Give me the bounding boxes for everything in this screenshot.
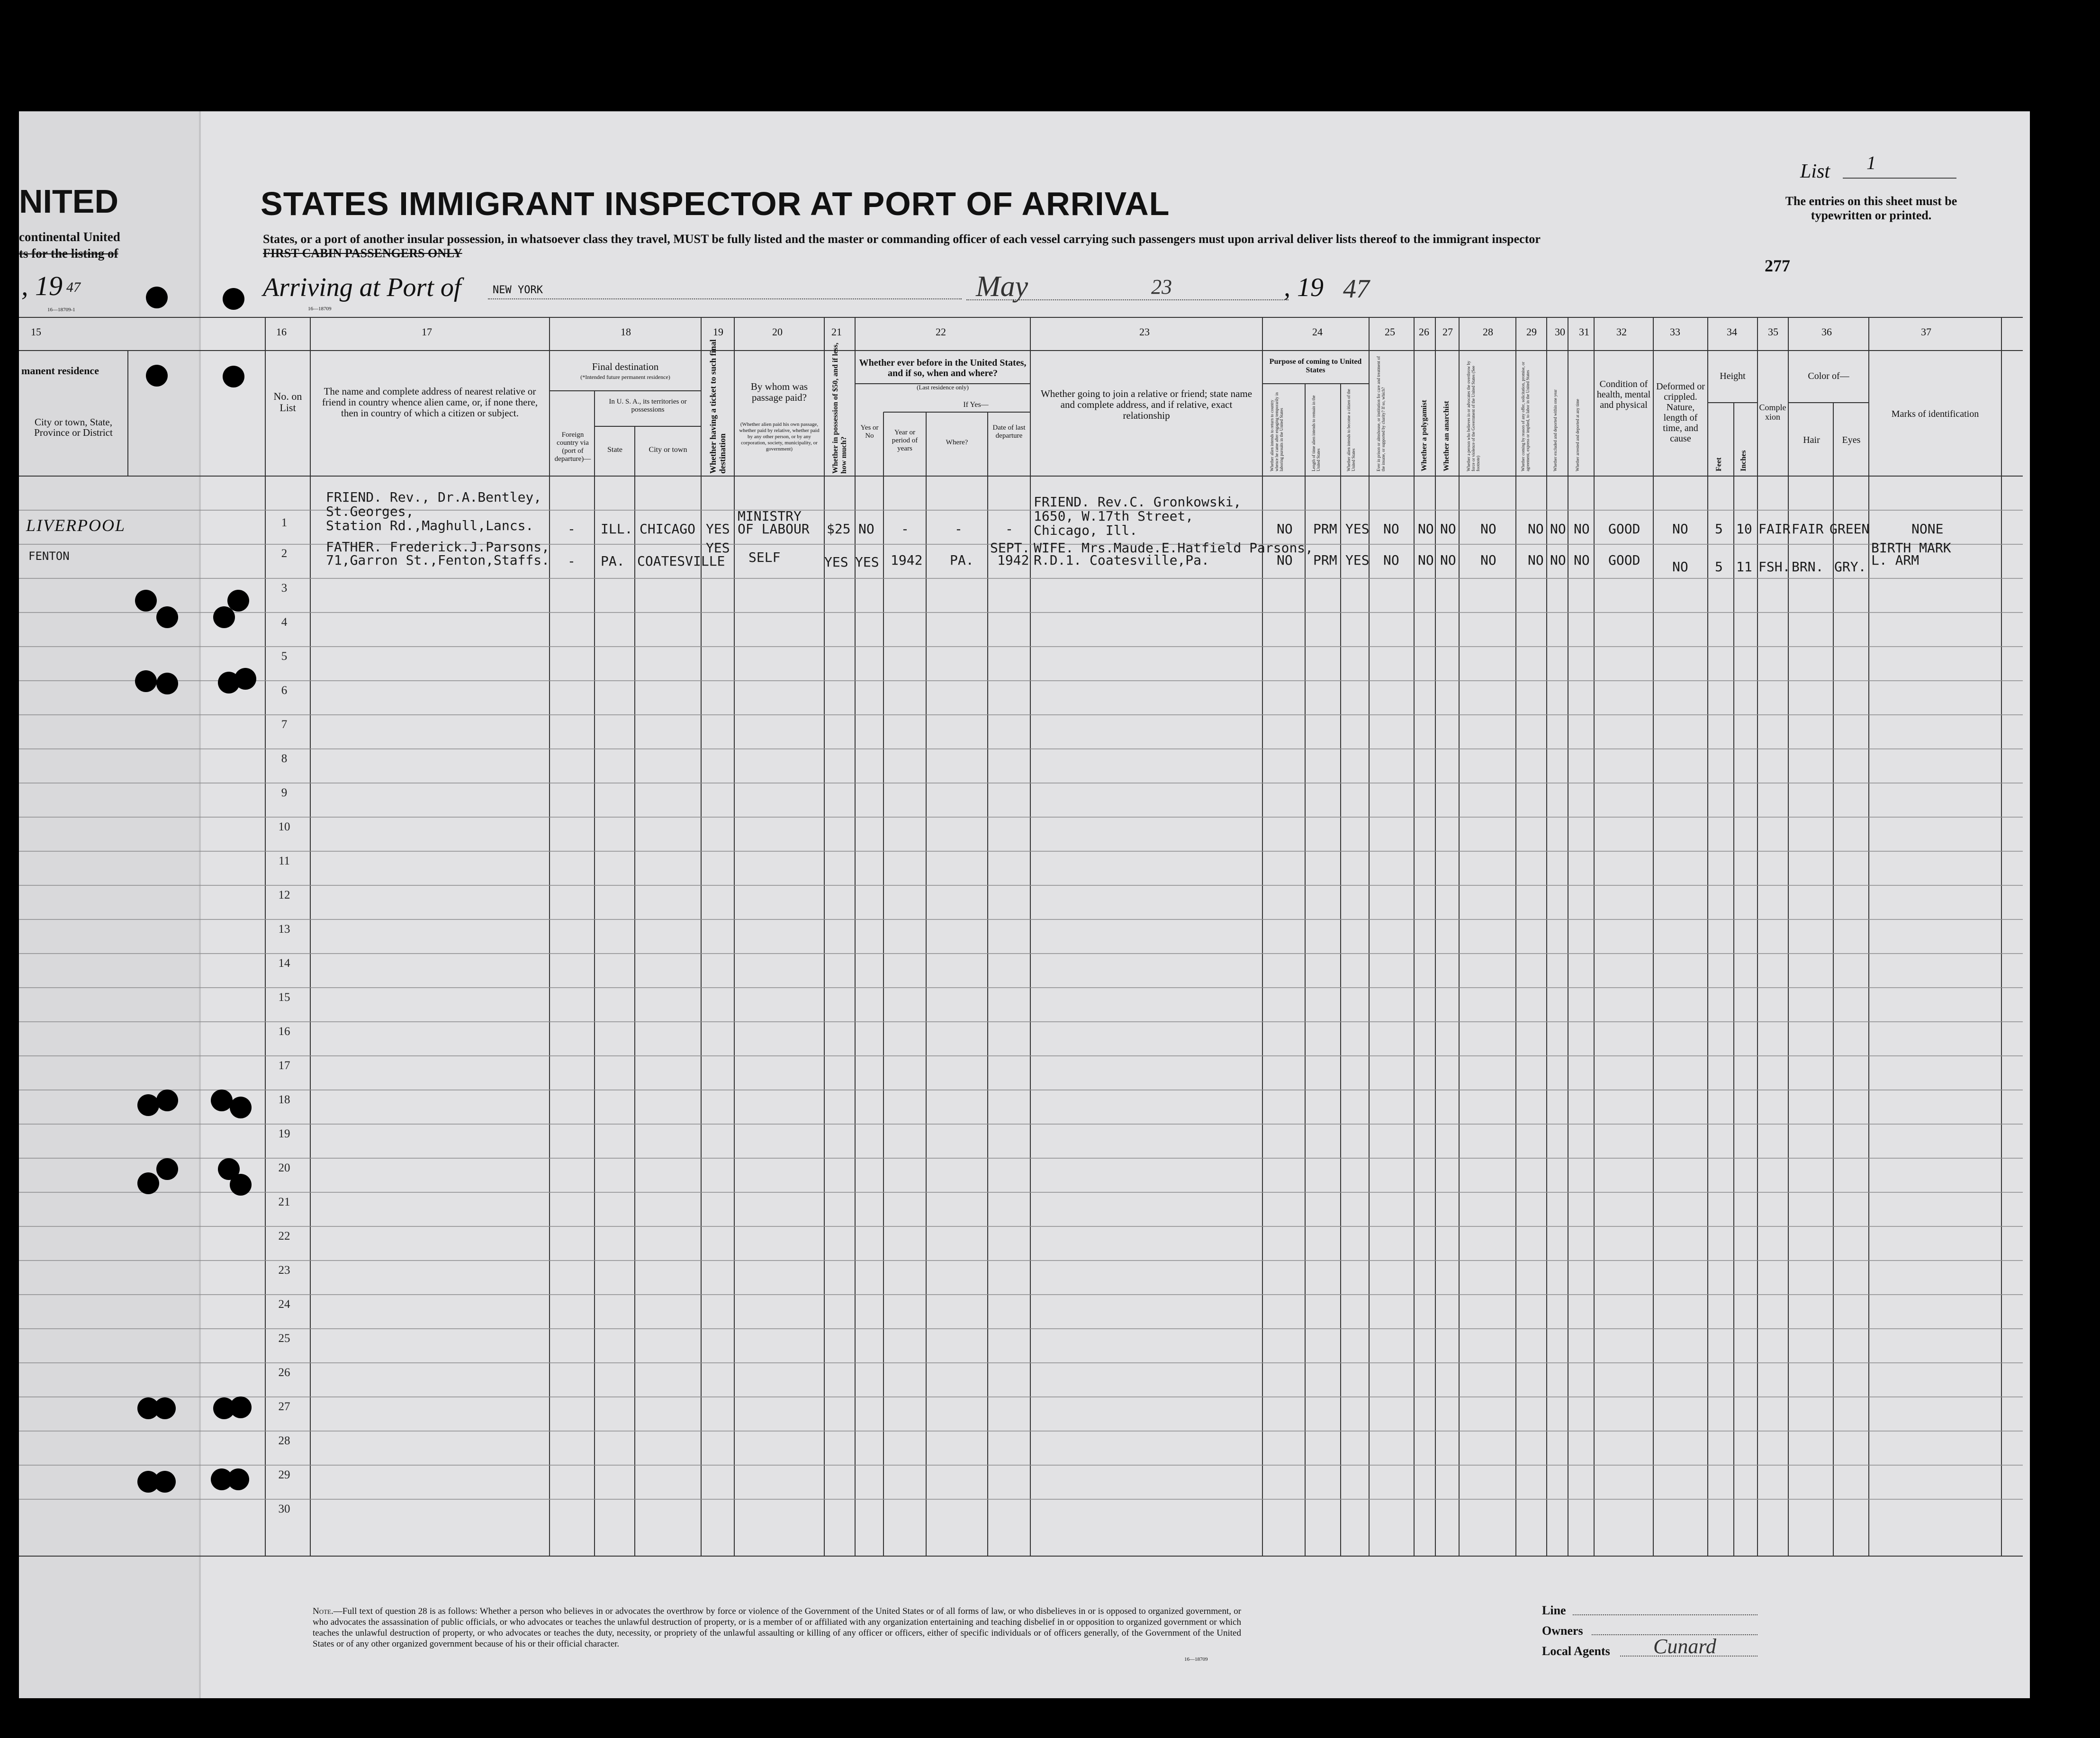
deformed: NO [1672, 559, 1688, 575]
last-departure: 1942 [997, 552, 1029, 568]
col34-header: Height [1720, 371, 1746, 381]
punch-hole [234, 668, 256, 690]
punch-hole [156, 673, 178, 694]
residence: FENTON [28, 549, 70, 563]
row-number: 16 [278, 1025, 290, 1038]
row-number: 22 [278, 1230, 290, 1243]
punch-hole [156, 1090, 178, 1111]
col18-header-top: Final destination [592, 361, 659, 372]
row-number: 30 [278, 1503, 290, 1515]
col-num-17: 17 [422, 326, 432, 338]
row-number: 19 [278, 1127, 290, 1140]
destination-state: PA. [601, 553, 625, 569]
labor-offer: NO [1528, 521, 1544, 537]
col21-header: Whether in possession of $50, and if less, how much? [831, 342, 848, 474]
col-num-37: 37 [1921, 326, 1931, 338]
col-num-33: 33 [1670, 326, 1680, 338]
first-cabin-struck: FIRST CABIN PASSENGERS ONLY [263, 246, 462, 260]
complexion: FSH. [1758, 559, 1791, 575]
before-year: - [901, 521, 909, 537]
col23-header: Whether going to join a relative or friend; state name and complete address, and if relative, exact relationship [1040, 388, 1253, 421]
col27-header: Whether an anarchist [1442, 401, 1451, 471]
col15-header-top: manent residence [21, 365, 99, 377]
col31-header: Whether arrested and deported at any time [1575, 399, 1580, 471]
col16-header: No. on List [273, 390, 302, 414]
row-number: 18 [278, 1093, 290, 1106]
col22-departure: Date of last departure [992, 424, 1026, 440]
deported: NO [1574, 521, 1590, 537]
col-num-19: 19 [713, 326, 723, 338]
row-number: 17 [278, 1059, 290, 1072]
col-num-30: 30 [1555, 326, 1565, 338]
anarchist: NO [1440, 552, 1456, 568]
excluded: NO [1550, 552, 1566, 568]
identification-marks: NONE [1911, 521, 1944, 537]
complexion: FAIR [1758, 521, 1791, 537]
col32-header: Condition of health, mental and physical [1596, 379, 1651, 410]
overthrow: NO [1480, 521, 1496, 537]
left-title-fragment: NITED [19, 183, 118, 220]
row-number: 4 [281, 616, 288, 629]
polygamist: NO [1418, 552, 1434, 568]
col-num-36: 36 [1821, 326, 1832, 338]
row-number: 24 [278, 1298, 290, 1311]
col22-header-sub: (Last residence only) [917, 384, 969, 391]
prison: NO [1383, 552, 1399, 568]
intends-citizen: YES [1345, 521, 1370, 537]
hair-color: FAIR [1792, 521, 1824, 537]
left-line-2: ts for the listing of [19, 246, 118, 261]
col36-hair: Hair [1803, 435, 1820, 445]
col-num-27: 27 [1442, 326, 1453, 338]
paid-by: MINISTRY [738, 508, 802, 524]
col-num-24: 24 [1312, 326, 1323, 338]
local-agents-handwritten: Cunard [1653, 1635, 1716, 1658]
agents-underline [1620, 1656, 1758, 1657]
height-inches: 11 [1736, 559, 1752, 575]
row-number: 28 [278, 1434, 290, 1447]
col-num-16: 16 [276, 326, 287, 338]
col-num-18: 18 [621, 326, 631, 338]
relative-line: FATHER. Frederick.J.Parsons, [326, 539, 550, 555]
row-number: 5 [281, 650, 288, 663]
left-form-number: 16—18709-1 [47, 307, 75, 313]
row-number: 10 [278, 820, 290, 833]
col-num-34: 34 [1727, 326, 1737, 338]
before-us: NO [858, 521, 874, 537]
row-number: 21 [278, 1196, 290, 1208]
residence-handwritten: LIVERPOOL [26, 516, 126, 535]
col-num-28: 28 [1483, 326, 1493, 338]
typewritten-note: The entries on this sheet must be typewritten or printed. [1785, 194, 1957, 222]
punch-hole [137, 1094, 159, 1116]
stay-length: PRM [1313, 521, 1337, 537]
hair-color: BRN. [1792, 559, 1824, 575]
paid-by: OF LABOUR [738, 521, 810, 537]
row-number: 27 [278, 1400, 290, 1413]
instructions-text: States, or a port of another insular possession, in whatsoever class they travel, MUST be fully listed and the master or commanding officer of each vessel carrying such passengers must upon arrival deliver lists thereof to the immigrant inspector [263, 232, 1541, 246]
col24-header: Purpose of coming to United States [1269, 358, 1362, 374]
col-num-35: 35 [1768, 326, 1778, 338]
col-num-23: 23 [1139, 326, 1150, 338]
punch-hole [135, 670, 157, 692]
col35-header: Complexion [1759, 403, 1786, 422]
owners-label: Owners [1542, 1624, 1583, 1638]
health: GOOD [1608, 552, 1640, 568]
col22-yesno: Yes or No [860, 424, 879, 440]
row-number: 14 [278, 957, 290, 970]
col17-header: The name and complete address of nearest relative or friend in country whence alien came, or, if none there, then in country of which a citizen or subject. [322, 386, 538, 419]
col20-header: By whom was passage paid? [750, 381, 808, 403]
col19-header: Whether having a ticket to such final destination [708, 339, 727, 474]
col34-feet: Feet [1715, 457, 1723, 471]
punch-hole [227, 1468, 249, 1490]
foreign-port: - [568, 521, 576, 537]
col33-header: Deformed or crippled. Nature, length of time, and cause [1656, 381, 1705, 444]
deformed: NO [1672, 521, 1688, 537]
col37-header: Marks of identification [1891, 409, 1979, 419]
identification-marks: L. ARM [1871, 552, 1920, 568]
destination-city: CHICAGO [640, 521, 696, 537]
col-num-22: 22 [936, 326, 946, 338]
row-number: 25 [278, 1332, 290, 1345]
col18-state: State [607, 446, 622, 454]
row-number: 15 [278, 991, 290, 1004]
overthrow: NO [1480, 552, 1496, 568]
arrival-month-handwritten: May [976, 270, 1028, 303]
left-year-handwritten: 47 [66, 279, 81, 295]
purpose-return: NO [1277, 552, 1293, 568]
col20-header-sub: (Whether alien paid his own passage, whether paid by relative, whether paid by any other person, or by any corporation, society, municipality, or government) [739, 422, 820, 452]
col18-city: City or town [649, 446, 687, 454]
col18-header-sub: (*Intended future permanent residence) [580, 374, 670, 380]
row-number: 29 [278, 1468, 290, 1481]
row-number: 2 [281, 547, 288, 560]
join-line: FRIEND. Rev.C. Gronkowski, [1034, 494, 1242, 510]
height-feet: 5 [1715, 559, 1723, 575]
join-line: R.D.1. Coatesville,Pa. [1034, 552, 1209, 568]
punch-hole [230, 1097, 252, 1118]
destination-city: COATESVILLE [637, 553, 725, 569]
relative-line: St.Georges, [326, 504, 414, 519]
height-feet: 5 [1715, 521, 1723, 537]
line-underline [1573, 1614, 1758, 1615]
col36-header: Color of— [1808, 371, 1849, 381]
identification-marks: BIRTH MARK [1871, 540, 1951, 556]
punch-hole [156, 1158, 178, 1180]
punch-hole [230, 1174, 252, 1196]
row-number: 7 [281, 718, 288, 731]
row-number: 12 [278, 889, 290, 901]
ticket-value: YES [706, 540, 730, 556]
destination-state: ILL. [601, 521, 633, 537]
join-line: 1650, W.17th Street, [1034, 508, 1194, 524]
last-departure: SEPT. [990, 540, 1030, 556]
col26-header: Whether a polygamist [1420, 400, 1428, 471]
before-where: PA. [950, 552, 974, 568]
punch-hole [137, 1172, 159, 1194]
footnote [313, 1606, 1241, 1649]
footer-form-number: 16—18709 [1184, 1657, 1208, 1662]
punch-hole [223, 366, 244, 387]
col-num-29: 29 [1526, 326, 1537, 338]
before-where: - [955, 521, 963, 537]
col22-ifyes: If Yes— [963, 401, 989, 409]
row-number: 8 [281, 752, 288, 765]
intends-citizen: YES [1345, 552, 1370, 568]
labor-offer: NO [1528, 552, 1544, 568]
col30-header: Whether excluded and deported within one year [1553, 389, 1558, 471]
col28-header: Whether a person who believes in or advocates the overthrow by force or violence of the Government of the United States (See footnote) [1466, 360, 1480, 471]
port-value: NEW YORK [493, 284, 543, 296]
punch-hole [154, 1397, 176, 1419]
punch-hole [230, 1396, 252, 1418]
foreign-port: - [568, 553, 576, 569]
col34-inches: Inches [1739, 450, 1748, 471]
punch-hole [146, 365, 168, 387]
left-year-label: , 19 [21, 270, 63, 301]
stay-length: PRM [1313, 552, 1337, 568]
row-number: 9 [281, 786, 288, 799]
purpose-return: NO [1277, 521, 1293, 537]
footnote-label: Note. [313, 1606, 333, 1616]
col-num-15: 15 [31, 326, 41, 338]
polygamist: NO [1418, 521, 1434, 537]
row-number: 26 [278, 1366, 290, 1379]
before-us: YES [855, 554, 879, 570]
col15-header: City or town, State, Province or District [34, 416, 113, 438]
col-num-21: 21 [831, 326, 842, 338]
arrival-year-label: , 19 [1284, 273, 1324, 302]
excluded: NO [1550, 521, 1566, 537]
col-num-31: 31 [1579, 326, 1589, 338]
join-line: Chicago, Ill. [1034, 522, 1138, 538]
money-value: $25 [827, 521, 851, 537]
row-number: 13 [278, 923, 290, 936]
col22-header: Whether ever before in the United States, and if so, when and where? [859, 358, 1027, 378]
row-number: 23 [278, 1264, 290, 1277]
list-number: 1 [1866, 152, 1876, 173]
line-label: Line [1542, 1603, 1566, 1617]
eye-color: GREEN [1830, 521, 1870, 537]
ticket-value: YES [706, 521, 730, 537]
relative-line: Station Rd.,Maghull,Lancs. [326, 518, 534, 533]
col-num-32: 32 [1616, 326, 1627, 338]
prison: NO [1383, 521, 1399, 537]
punch-hole [156, 606, 178, 628]
col18-usa: In U. S. A., its territories or possessions [609, 398, 687, 414]
col29-header: Whether coming by reason of any offer, solicitation, promise, or agreement, express or implied, to labor in the United States [1521, 361, 1530, 471]
arriving-label: Arriving at Port of [263, 273, 461, 302]
row-number: 3 [281, 582, 288, 594]
health: GOOD [1608, 521, 1640, 537]
arrival-day-handwritten: 23 [1151, 275, 1172, 298]
punch-hole [213, 606, 235, 628]
paid-by: SELF [748, 549, 781, 565]
deported: NO [1574, 552, 1590, 568]
join-line: WIFE. Mrs.Maude.E.Hatfield Parsons, [1034, 540, 1314, 556]
punch-hole [135, 590, 157, 612]
col-num-20: 20 [772, 326, 783, 338]
row-number: 11 [278, 855, 290, 867]
last-departure: - [1005, 521, 1013, 537]
col24-citizen: Whether alien intends to become a citizen of the United States [1346, 389, 1356, 471]
col25-header: Ever in prison or almshouse, or institution for care and treatment of the insane, or supported by charity? If so, which? [1376, 356, 1386, 471]
row-number: 1 [281, 516, 288, 529]
col24-length: Length of time alien intends to remain in the United States [1311, 395, 1321, 471]
footnote-text: —Full text of question 28 is as follows: Whether a person who believes in or advocates the overthrow by force or violence of the Government of the United States or of all forms of law, or who disbelieves in or is opposed to organized government, or who advocates the assassination of public officials, or who advocates or teaches the unlawful destruction of property, or is a member of or affiliated with any organization entertaining and teaching disbelief in or opposition to organized government or which teaches the unlawful destruction of property, or who advocates or teaches the duty, necessity, or propriety of the unlawful assaulting or killing of any officer or officers, either of specific individuals or of officers generally, of the Government of the United States or of any other organized government because of his or their official character. [313, 1606, 1241, 1649]
anarchist: NO [1440, 521, 1456, 537]
height-inches: 10 [1736, 521, 1752, 537]
row-number: 6 [281, 684, 288, 697]
eye-color: GRY. [1834, 559, 1866, 575]
punch-hole [154, 1471, 176, 1493]
before-year: 1942 [891, 552, 923, 568]
col36-eyes: Eyes [1842, 435, 1861, 445]
left-line-1: continental United [19, 230, 120, 244]
relative-line: 71,Garron St.,Fenton,Staffs. [326, 552, 550, 568]
form-number-mid: 16—18709 [308, 306, 332, 312]
local-agents-label: Local Agents [1542, 1644, 1610, 1658]
col22-where: Where? [946, 439, 968, 446]
arrival-year-handwritten: 47 [1343, 274, 1370, 304]
money-value: YES [824, 554, 848, 570]
col-num-25: 25 [1385, 326, 1395, 338]
col-num-26: 26 [1419, 326, 1429, 338]
page-number: 277 [1765, 256, 1790, 275]
punch-hole [223, 288, 244, 310]
punch-hole [146, 287, 168, 308]
col24-return: Whether alien intends to return to country whence he came after engaging temporarily in laboring pursuits in the United States [1270, 392, 1284, 471]
col18-foreign: Foreign country via (port of departure)— [554, 431, 591, 463]
list-label: List [1800, 161, 1830, 182]
relative-line: FRIEND. Rev., Dr.A.Bentley, [326, 489, 542, 505]
row-number: 20 [278, 1162, 290, 1174]
col22-year: Year or period of years [892, 429, 918, 452]
page-title: STATES IMMIGRANT INSPECTOR AT PORT OF ARRIVAL [261, 185, 1170, 222]
